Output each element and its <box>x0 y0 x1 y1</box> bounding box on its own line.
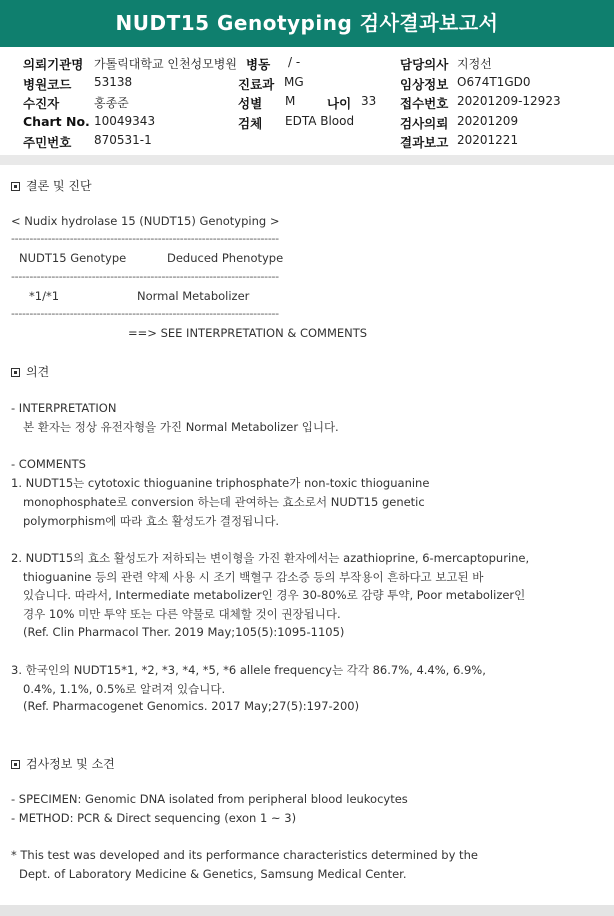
hospital-code-value: 53138 <box>94 75 133 89</box>
section-test-info <box>11 755 115 772</box>
method-line: - METHOD: PCR & Direct sequencing (exon 1 ~ 3) <box>11 811 297 825</box>
interpretation-text: 본 환자는 정상 유전자형을 가진 Normal Metabolizer 입니다. <box>23 420 339 434</box>
header-separator <box>0 155 614 165</box>
comment-1-line-3: polymorphism에 따라 효소 활성도가 결정됩니다. <box>23 514 280 528</box>
section-bullet-icon <box>11 760 20 769</box>
section-opinion-title: 의견 <box>26 365 50 379</box>
comment-2-line-1: 2. NUDT15의 효소 활성도가 저하되는 변이형을 가진 환자에서는 azathioprine, 6-mercaptopurine, <box>11 551 530 565</box>
comment-1-line-1: 1. NUDT15는 cytotoxic thioguanine triphosphate가 non-toxic thioguanine <box>11 476 430 490</box>
ward-value: / - <box>288 55 301 69</box>
comment-2-line-2: thioguanine 등의 관련 약제 사용 시 조기 백혈구 감소증 등의 부작용이 흔하다고 보고된 바 <box>23 570 484 584</box>
col-phenotype-header: Deduced Phenotype <box>167 251 284 265</box>
accession-label: 접수번호 <box>400 96 449 111</box>
patient-label: 수진자 <box>23 96 60 111</box>
age-label: 나이 <box>327 96 352 111</box>
comment-2-reference: (Ref. Clin Pharmacol Ther. 2019 May;105(5):1095-1105) <box>23 625 345 639</box>
section-bullet-icon <box>11 368 20 377</box>
patient-value: 홍종준 <box>94 96 129 110</box>
doctor-label: 담당의사 <box>400 57 449 72</box>
test-name: < Nudix hydrolase 15 (NUDT15) Genotyping > <box>11 214 280 228</box>
report-body <box>0 165 614 905</box>
divider-line: ------------------------------------------------------------------------- <box>11 307 279 320</box>
rrn-label: 주민번호 <box>23 135 72 150</box>
hospital-code-label: 병원코드 <box>23 77 72 92</box>
section-conclusion <box>11 177 92 194</box>
phenotype-value: Normal Metabolizer <box>137 289 250 303</box>
section-opinion <box>11 363 49 380</box>
rrn-value: 870531-1 <box>94 133 152 147</box>
chart-no-value: 10049343 <box>94 114 156 128</box>
footnote-line-1: * This test was developed and its performance characteristics determined by the <box>11 848 478 862</box>
request-date-value: 20201209 <box>457 114 519 128</box>
institution-value: 가톨릭대학교 인천성모병원 <box>94 57 237 71</box>
request-date-label: 검사의뢰 <box>400 116 449 131</box>
genotype-value: *1/*1 <box>29 289 60 303</box>
comment-2-line-4: 경우 10% 미만 투약 또는 다른 약물로 대체할 것이 권장됩니다. <box>23 607 341 621</box>
interpretation-heading: - INTERPRETATION <box>11 401 117 415</box>
age-value: 33 <box>361 94 377 108</box>
clinical-info-label: 임상정보 <box>400 77 449 92</box>
ward-label: 병동 <box>246 57 271 72</box>
chart-no-label: Chart No. <box>23 114 90 129</box>
department-value: MG <box>284 75 304 89</box>
sex-value: M <box>285 94 296 108</box>
comment-2-line-3: 있습니다. 따라서, Intermediate metabolizer인 경우 30-80%로 감량 투약, Poor metabolizer인 <box>23 588 526 602</box>
section-bullet-icon <box>11 182 20 191</box>
report-title: NUDT15 Genotyping 검사결과보고서 <box>0 0 614 47</box>
report-date-label: 결과보고 <box>400 135 449 150</box>
col-genotype-header: NUDT15 Genotype <box>19 251 127 265</box>
comments-heading: - COMMENTS <box>11 457 86 471</box>
comment-1-line-2: monophosphate로 conversion 하는데 관여하는 효소로서 NUDT15 genetic <box>23 495 425 509</box>
patient-info-header <box>0 47 614 155</box>
sex-label: 성별 <box>238 96 263 111</box>
comment-3-line-2: 0.4%, 1.1%, 0.5%로 알려져 있습니다. <box>23 682 226 696</box>
clinical-info-value: O674T1GD0 <box>457 75 531 89</box>
accession-value: 20201209-12923 <box>457 94 561 108</box>
section-test-info-title: 검사정보 및 소견 <box>26 757 115 771</box>
specimen-label: 검체 <box>238 116 263 131</box>
comment-3-line-1: 3. 한국인의 NUDT15*1, *2, *3, *4, *5, *6 allele frequency는 각각 86.7%, 4.4%, 6.9%, <box>11 663 486 677</box>
divider-line: ------------------------------------------------------------------------- <box>11 232 279 245</box>
report-date-value: 20201221 <box>457 133 519 147</box>
doctor-value: 지정선 <box>457 57 492 71</box>
specimen-line: - SPECIMEN: Genomic DNA isolated from peripheral blood leukocytes <box>11 792 408 806</box>
institution-label: 의뢰기관명 <box>23 57 84 72</box>
bottom-strip <box>0 905 614 916</box>
section-conclusion-title: 결론 및 진단 <box>26 179 92 193</box>
specimen-value: EDTA Blood <box>285 114 355 128</box>
divider-line: ------------------------------------------------------------------------- <box>11 270 279 283</box>
comment-3-reference: (Ref. Pharmacogenet Genomics. 2017 May;27(5):197-200) <box>23 699 360 713</box>
footnote-line-2: Dept. of Laboratory Medicine & Genetics, Samsung Medical Center. <box>19 867 407 881</box>
see-interpretation-note: ==> SEE INTERPRETATION & COMMENTS <box>128 326 368 340</box>
department-label: 진료과 <box>238 77 275 92</box>
